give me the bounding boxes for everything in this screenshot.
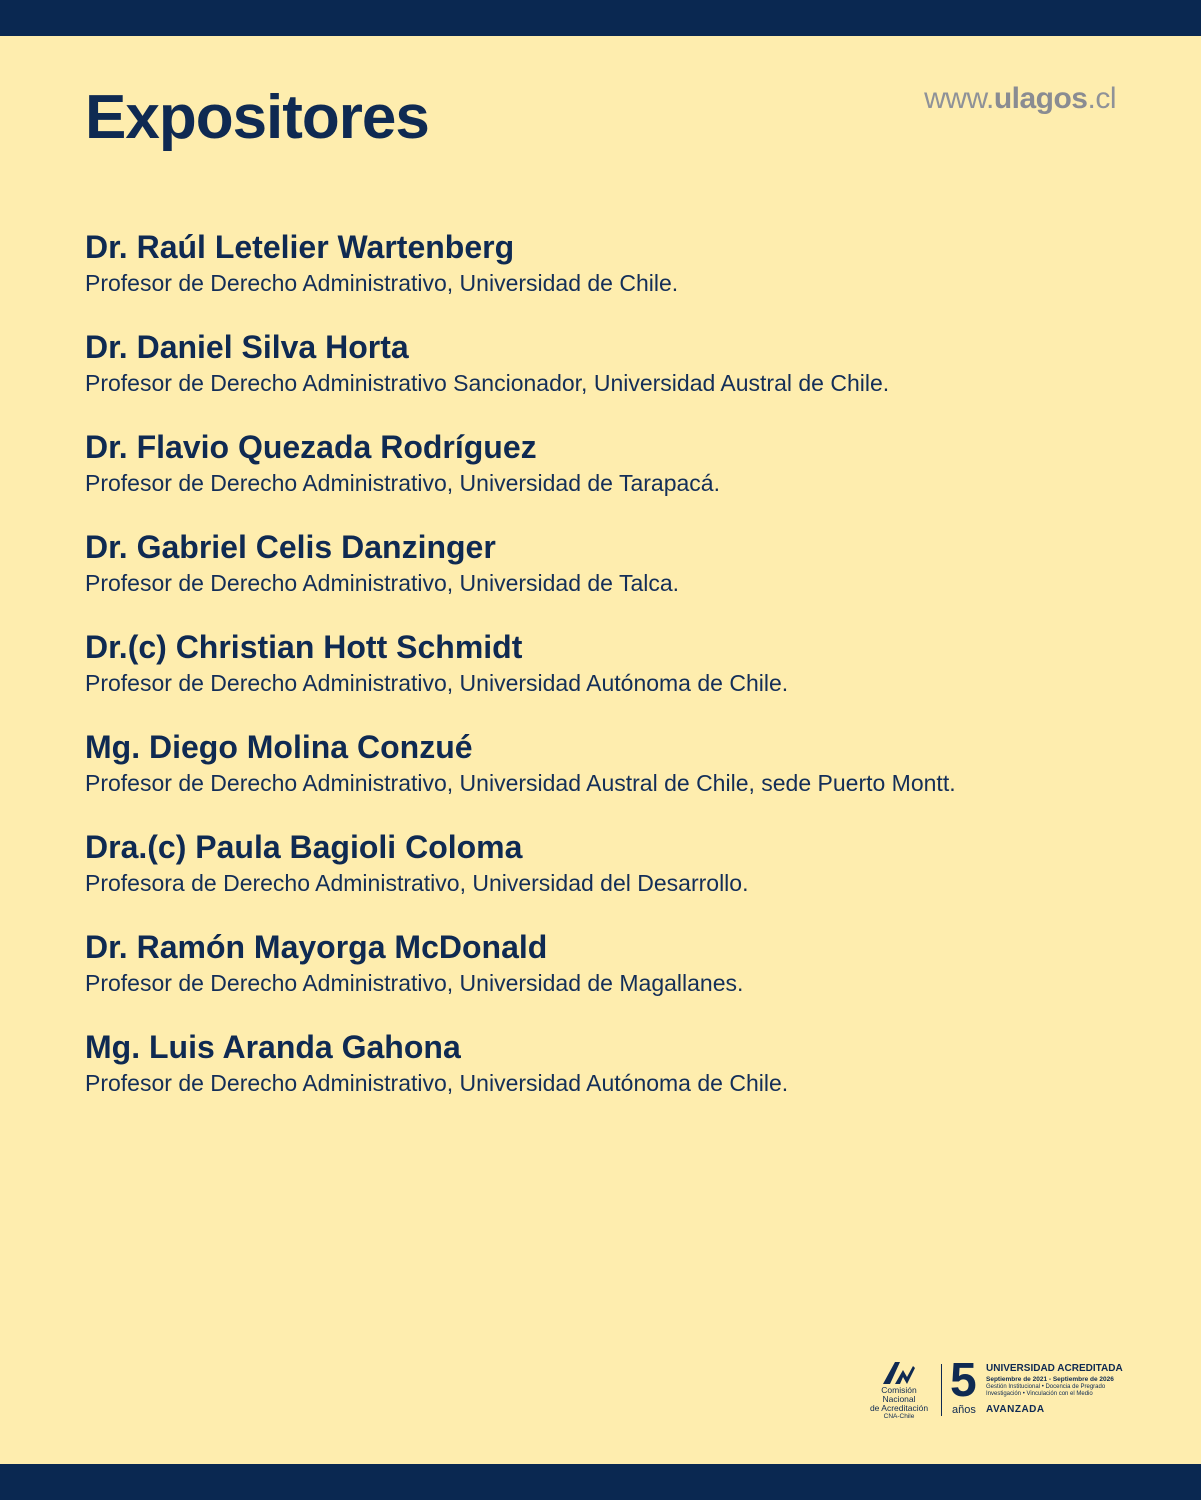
cna-line3: CNA-Chile: [883, 1413, 915, 1420]
accreditation-period: Septiembre de 2021 - Septiembre de 2026: [986, 1376, 1114, 1383]
page-title: Expositores: [85, 83, 429, 152]
speaker-role: Profesor de Derecho Administrativo, Universidad Autónoma de Chile.: [85, 670, 789, 696]
speaker-name: Mg. Diego Molina Conzué: [85, 729, 473, 765]
website-url[interactable]: [924, 82, 1116, 116]
speaker-role: Profesor de Derecho Administrativo, Universidad de Tarapacá.: [85, 470, 720, 496]
speaker-item: [85, 526, 1145, 626]
speaker-name: Dra.(c) Paula Bagioli Coloma: [85, 829, 523, 865]
speaker-role: Profesor de Derecho Administrativo, Universidad Autónoma de Chile.: [85, 1070, 789, 1096]
speaker-role: Profesor de Derecho Administrativo Sancionador, Universidad Austral de Chile.: [85, 370, 890, 396]
badge-divider: [941, 1364, 942, 1416]
top-band: [0, 0, 1201, 36]
speaker-name: Dr.(c) Christian Hott Schmidt: [85, 629, 523, 665]
speaker-name: Dr. Gabriel Celis Danzinger: [85, 529, 496, 565]
speaker-name: Dr. Ramón Mayorga McDonald: [85, 929, 548, 965]
accreditation-years: 5: [950, 1354, 977, 1407]
accreditation-years-label: años: [952, 1404, 976, 1416]
speaker-item: [85, 926, 1145, 1026]
speaker-item: [85, 326, 1145, 426]
cna-line1: Comisión Nacional: [881, 1385, 917, 1404]
speaker-role: Profesor de Derecho Administrativo, Universidad de Magallanes.: [85, 970, 744, 996]
speaker-role: Profesora de Derecho Administrativo, Universidad del Desarrollo.: [85, 870, 749, 896]
cna-line2: de Acreditación: [869, 1403, 929, 1413]
accreditation-level: AVANZADA: [986, 1404, 1045, 1415]
speaker-name: Dr. Flavio Quezada Rodríguez: [85, 429, 537, 465]
cna-logo: [864, 1360, 934, 1420]
cna-emblem-icon: [881, 1360, 917, 1386]
speaker-name: Mg. Luis Aranda Gahona: [85, 1029, 461, 1065]
speaker-name: Dr. Daniel Silva Horta: [85, 329, 409, 365]
accreditation-title: UNIVERSIDAD ACREDITADA: [986, 1363, 1123, 1374]
speaker-item: [85, 426, 1145, 526]
speaker-name: Dr. Raúl Letelier Wartenberg: [85, 229, 515, 265]
url-brand: ulagos: [993, 82, 1088, 115]
speaker-item: [85, 1026, 1145, 1126]
speaker-list: [85, 226, 1145, 1126]
accreditation-badge: [864, 1354, 1123, 1420]
speaker-item: [85, 626, 1145, 726]
speaker-item: [85, 226, 1145, 326]
speaker-role: Profesor de Derecho Administrativo, Universidad Austral de Chile, sede Puerto Montt.: [85, 770, 956, 796]
bottom-band: [0, 1464, 1201, 1500]
speaker-role: Profesor de Derecho Administrativo, Universidad de Chile.: [85, 270, 679, 296]
url-suffix: .cl: [1087, 82, 1116, 115]
accreditation-areas: Gestión Institucional • Docencia de Pregrado Investigación • Vinculación con el Medio: [986, 1384, 1106, 1397]
speaker-item: [85, 726, 1145, 826]
speaker-role: Profesor de Derecho Administrativo, Universidad de Talca.: [85, 570, 680, 596]
speaker-item: [85, 826, 1145, 926]
url-prefix: www.: [924, 82, 994, 115]
